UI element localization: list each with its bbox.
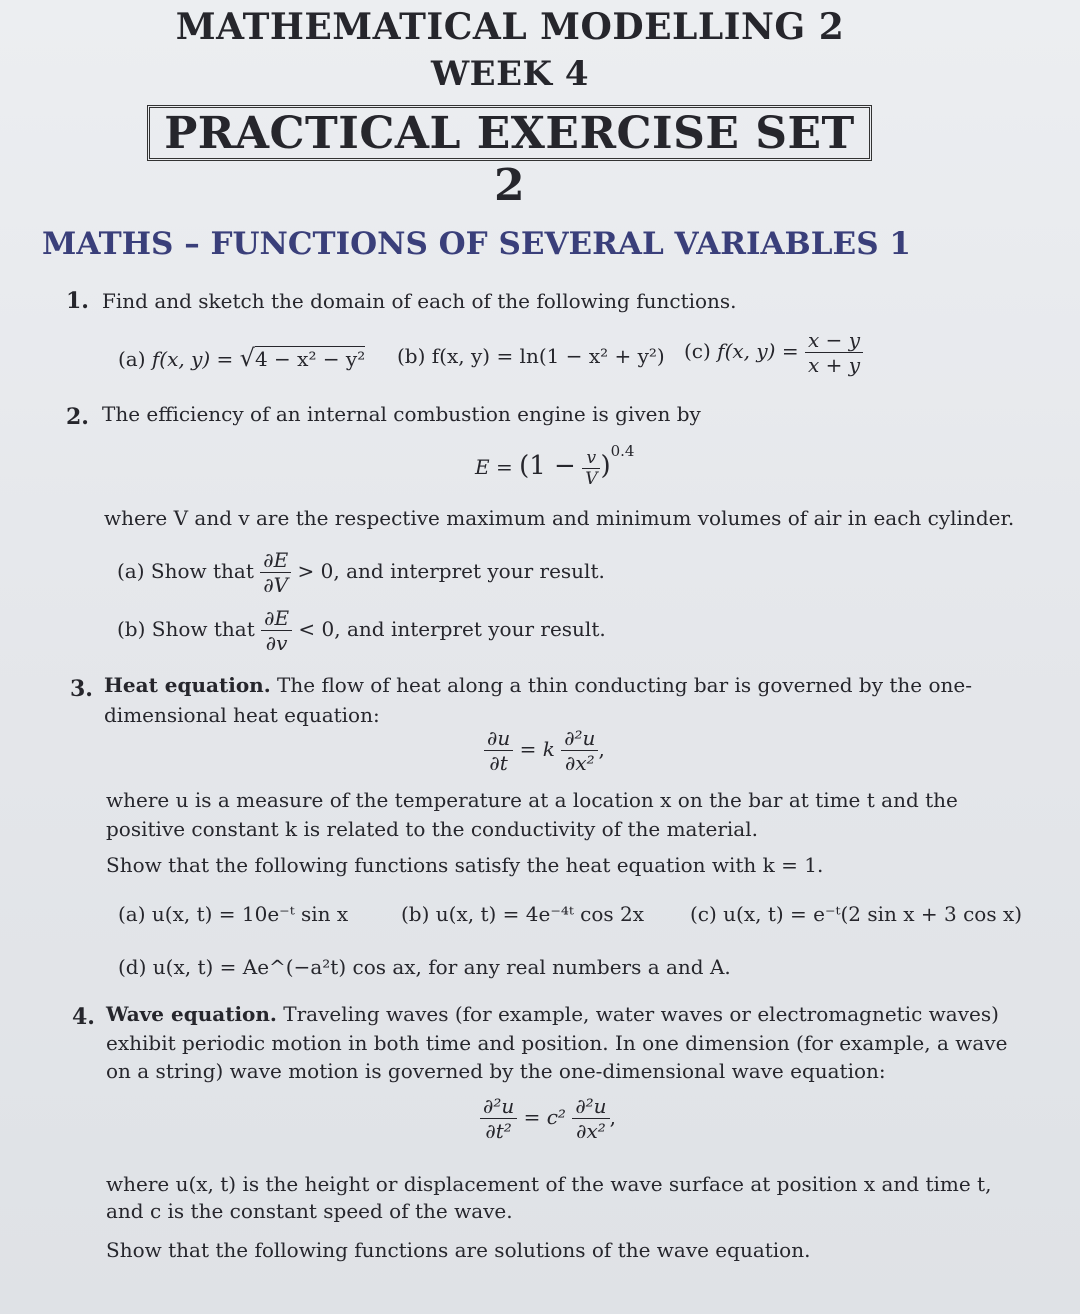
- q2-eq-den: V: [585, 469, 598, 489]
- q1a: [118, 344, 365, 372]
- q4-line2: exhibit periodic motion in both time and position. In one dimension (for example, a wave: [106, 1031, 1008, 1055]
- q3-eq-mid: = k: [519, 737, 555, 761]
- q3-where1: where u is a measure of the temperature at a location x on the bar at time t and the: [106, 788, 958, 812]
- sqrt-icon: √: [239, 344, 255, 372]
- q2-eq-open: (1 −: [519, 451, 576, 481]
- q4-number: 4.: [72, 1004, 95, 1030]
- q3-eq-rden: ∂x²: [564, 751, 595, 775]
- q3d: (d) u(x, t) = Ae^(−a²t) cos ax, for any real numbers a and A.: [118, 955, 731, 979]
- q2b-fraction: [261, 606, 292, 655]
- q3-eq-left: [484, 726, 513, 775]
- q1c-label: (c): [684, 339, 711, 363]
- q1a-lhs: f(x, y) =: [151, 347, 240, 371]
- q3b: (b) u(x, t) = 4e⁻⁴ᵗ cos 2x: [401, 902, 645, 926]
- q3-where2: positive constant k is related to the conductivity of the material.: [106, 817, 758, 841]
- q2-eq-num: v: [582, 448, 600, 469]
- q3-number: 3.: [70, 676, 93, 702]
- q4-eq-lden: ∂t²: [485, 1119, 512, 1143]
- q2a-label: (a) Show that: [117, 559, 254, 583]
- q3-line2: dimensional heat equation:: [104, 703, 380, 727]
- q4-eq-rnum: ∂²u: [572, 1094, 609, 1119]
- q4-eq-right: [572, 1094, 609, 1143]
- q1b-label: (b): [397, 344, 426, 368]
- set-title-box: [147, 105, 872, 211]
- q2-eq-close: ): [600, 451, 611, 481]
- q4-eq-mid: = c²: [523, 1105, 566, 1129]
- q3c: (c) u(x, t) = e⁻ᵗ(2 sin x + 3 cos x): [690, 902, 1023, 926]
- q2a-fraction: [260, 548, 291, 597]
- q3-equation: [484, 726, 605, 775]
- section-title: MATHS – FUNCTIONS OF SEVERAL VARIABLES 1: [42, 226, 911, 262]
- q1b: [397, 344, 665, 368]
- q3-heading: Heat equation.: [104, 673, 271, 697]
- q1c-denominator: x + y: [807, 353, 861, 377]
- q3-eq-lnum: ∂u: [484, 726, 513, 751]
- q2a-den: ∂V: [263, 573, 289, 597]
- q4-where2: and c is the constant speed of the wave.: [106, 1199, 513, 1223]
- q3-text1: The flow of heat along a thin conducting bar is governed by the one-: [270, 673, 973, 697]
- course-title: MATHEMATICAL MODELLING 2: [175, 6, 845, 48]
- q4-eq-lnum: ∂²u: [480, 1094, 517, 1119]
- q2b-rest: < 0, and interpret your result.: [298, 617, 606, 641]
- q3-show: Show that the following functions satisfy the heat equation with k = 1.: [106, 853, 824, 877]
- q2-equation: [475, 442, 634, 489]
- q1a-label: (a): [118, 347, 146, 371]
- set-title: PRACTICAL EXERCISE SET 2: [164, 108, 855, 211]
- q3-eq-lden: ∂t: [489, 751, 508, 775]
- q4-eq-left: [480, 1094, 517, 1143]
- q2a-num: ∂E: [260, 548, 291, 573]
- q4-show: Show that the following functions are solutions of the wave equation.: [106, 1238, 811, 1262]
- q1-number: 1.: [66, 288, 89, 314]
- q1c-lhs: f(x, y) =: [717, 339, 799, 363]
- q3-eq-right: [561, 726, 598, 775]
- q1c: [684, 328, 863, 377]
- q4-where1: where u(x, t) is the height or displacement of the wave surface at position x and time t,: [106, 1172, 992, 1196]
- q1a-radicand: 4 − x² − y²: [254, 347, 366, 371]
- q3-line1: [104, 673, 972, 697]
- q4-eq-comma: ,: [609, 1105, 616, 1129]
- q2b-den: ∂v: [265, 631, 288, 655]
- q4-line3: on a string) wave motion is governed by the one-dimensional wave equation:: [106, 1059, 886, 1083]
- q1c-fraction: [805, 328, 863, 377]
- q2b: [117, 606, 606, 655]
- q2b-num: ∂E: [261, 606, 292, 631]
- q3-eq-comma: ,: [598, 737, 605, 761]
- q3-eq-rnum: ∂²u: [561, 726, 598, 751]
- q4-line1: [106, 1002, 999, 1026]
- q2-eq-lhs: E =: [475, 455, 513, 479]
- q2-eq-fraction: [582, 448, 600, 489]
- q3a: (a) u(x, t) = 10e⁻ᵗ sin x: [118, 902, 349, 926]
- q2a-rest: > 0, and interpret your result.: [297, 559, 605, 583]
- q1-text: Find and sketch the domain of each of the following functions.: [102, 289, 737, 313]
- q4-text1: Traveling waves (for example, water waves or electromagnetic waves): [276, 1002, 999, 1026]
- q1c-numerator: x − y: [805, 328, 863, 353]
- q2b-label: (b) Show that: [117, 617, 255, 641]
- q2-eq-exponent: 0.4: [610, 442, 635, 460]
- q4-heading: Wave equation.: [106, 1002, 277, 1026]
- q1b-expr: f(x, y) = ln(1 − x² + y²): [431, 344, 665, 368]
- q2-number: 2.: [66, 404, 89, 430]
- q4-equation: [480, 1094, 616, 1143]
- week-label: WEEK 4: [430, 54, 590, 94]
- q2-text: The efficiency of an internal combustion engine is given by: [102, 402, 701, 426]
- q2a: [117, 548, 605, 597]
- q2-where: where V and v are the respective maximum and minimum volumes of air in each cylinder.: [104, 506, 1015, 530]
- q4-eq-rden: ∂x²: [576, 1119, 606, 1143]
